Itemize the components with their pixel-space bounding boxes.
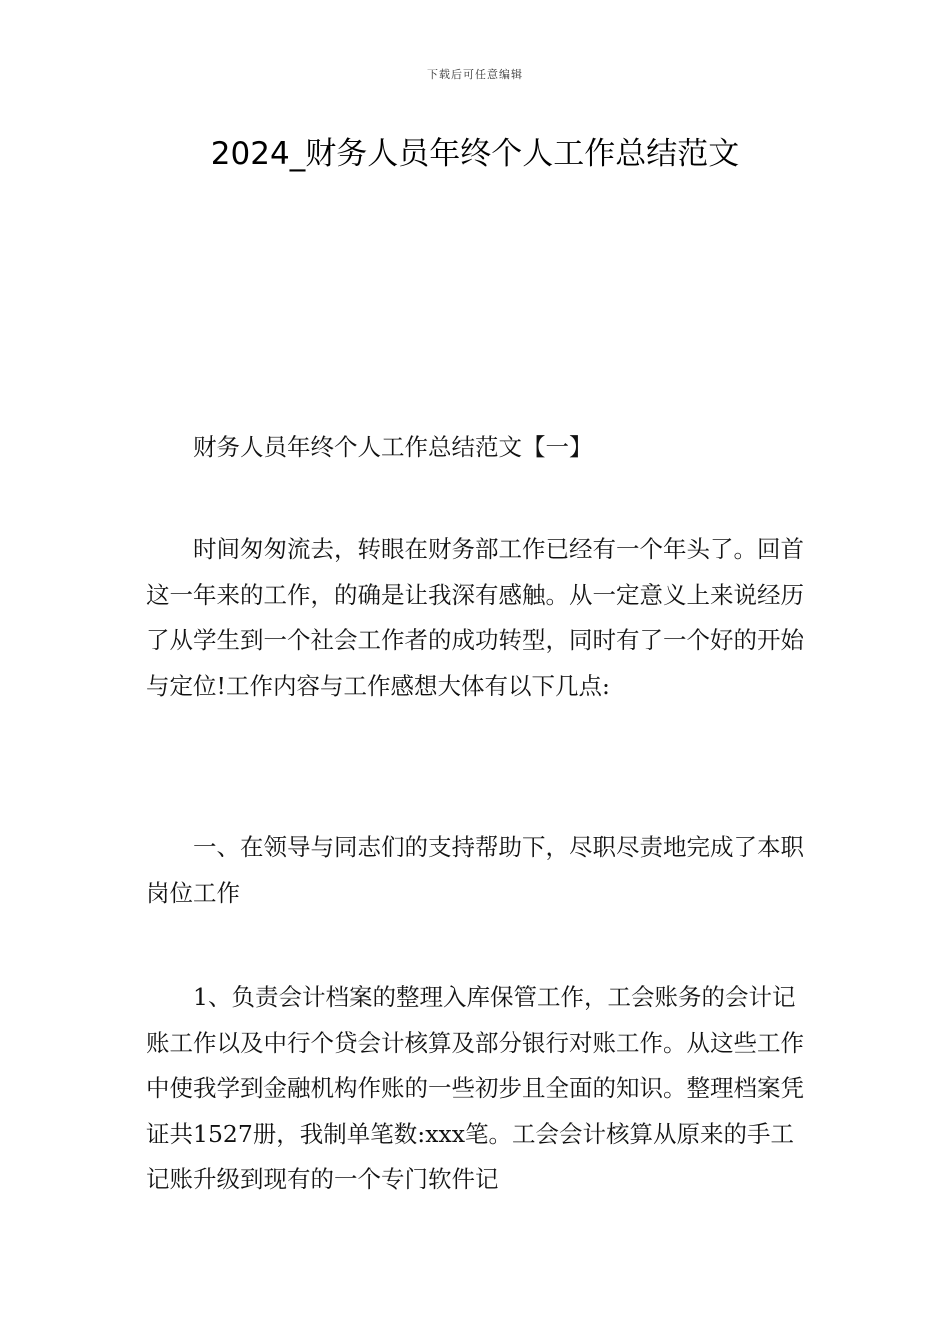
paragraph-intro: 时间匆匆流去，转眼在财务部工作已经有一个年头了。回首这一年来的工作，的确是让我深有感触。从一定意义上来说经历了从学生到一个社会工作者的成功转型，同时有了一个好的开始与定位!工作内容与工作感想大体有以下几点: [146, 535, 804, 700]
paragraph-item-one: 1、负责会计档案的整理入库保管工作，工会账务的会计记账工作以及中行个贷会计核算及部分银行对账工作。从这些工作中使我学到金融机构作账的一些初步且全面的知识。整理档案凭证共1527册，我制单笔数:xxx笔。工会会计核算从原来的手工记账升级到现有的一个专门软件记 [146, 983, 804, 1193]
section-heading: 财务人员年终个人工作总结范文【一】 [193, 433, 593, 461]
page-header-note: 下载后可任意编辑 [427, 68, 523, 81]
document-title: 2024_财务人员年终个人工作总结范文 [210, 136, 740, 172]
paragraph-point-one-heading: 一、在领导与同志们的支持帮助下，尽职尽责地完成了本职岗位工作 [146, 833, 804, 907]
